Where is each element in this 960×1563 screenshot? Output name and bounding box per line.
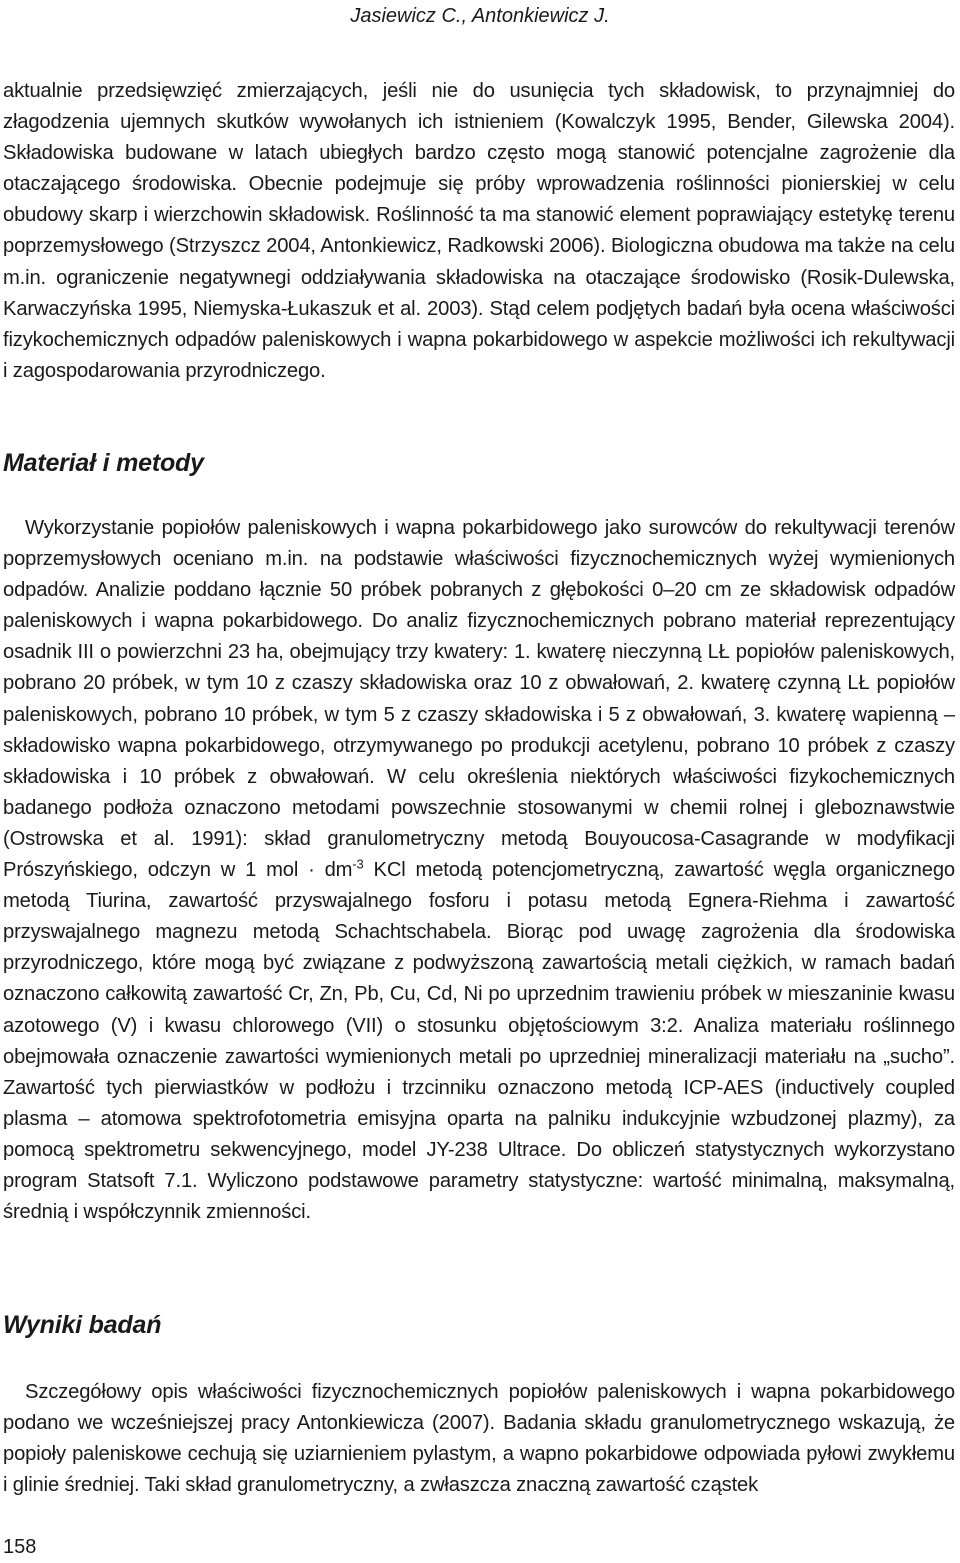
page-number: 158 [3,1536,37,1558]
methods-paragraph-text-2: KCl metodą potencjometryczną, zawartość węgla organicznego metodą Tiurina, zawartość przyswajalnego fosforu i potasu metodą Egnera-Riehma i zawartość przyswajalnego magnezu metodą Schachtschabela. Biorąc pod uwagę zagrożenia dla środowiska przyrodniczego, które mogą być związane z podwyższoną zawartością metali ciężkich, w ramach badań oznaczono całkowitą zawartość Cr, Zn, Pb, Cu, Cd, Ni po uprzednim trawieniu próbek w mieszaninie kwasu azotowego (V) i kwasu chlorowego (VII) o stosunku objętościowym 3:2. Analiza materiału roślinnego obejmowała oznaczenie zawartości wymienionych metali po uprzedniej mineralizacji materiału na „sucho”. Zawartość tych pierwiastków w podłożu i trzcinniku oznaczono metodą ICP-AES (inductively coupled plasma – atomowa spektrofotometria emisyjna oparta na palniku indukcyjnie wzbudzonej plazmy), za pomocą spektrometru sekwencyjnego, model JY-238 Ultrace. Do obliczeń statystycznych wykorzystano program Statsoft 7.1. Wyliczono podstawowe parametry statystyczne: wartość minimalną, maksymalną, średnią i współczynnik zmienności. [3,859,955,1224]
section-heading-methods: Materiał i metody [3,449,204,477]
results-paragraph: Szczegółowy opis właściwości fizycznochemicznych popiołów paleniskowych i wapna pokarbidowego podano we wcześniejszej pracy Antonkiewicza (2007). Badania składu granulometrycznego wskazują, że popioły paleniskowe cechują się uziarnieniem pylastym, a wapno pokarbidowe odpowiada pyłowi zwykłemu i glinie średniej. Taki skład granulometryczny, a zwłaszcza znaczną zawartość cząstek [3,1381,955,1497]
section-heading-results: Wyniki badań [3,1311,162,1339]
running-header: Jasiewicz C., Antonkiewicz J. [350,5,610,27]
methods-paragraph-text-1: Wykorzystanie popiołów paleniskowych i wapna pokarbidowego jako surowców do rekultywacji terenów poprzemysłowych oceniano m.in. na podstawie właściwości fizycznochemicznych wyżej wymienionych odpadów. Analizie poddano łącznie 50 próbek pobranych z głębokości 0–20 cm ze składowisk odpadów paleniskowych i wapna pokarbidowego. Do analiz fizycznochemicznych pobrano materiał reprezentujący osadnik III o powierzchni 23 ha, obejmujący trzy kwatery: 1. kwaterę nieczynną LŁ popiołów paleniskowych, pobrano 20 próbek, w tym 10 z czaszy składowiska oraz 10 z obwałowań, 2. kwaterę czynną LŁ popiołów paleniskowych, pobrano 10 próbek, w tym 5 z czaszy składowiska i 5 z obwałowań, 3. kwaterę wapienną – składowisko wapna pokarbidowego, otrzymywanego po produkcji acetylenu, pobrano 10 próbek z czaszy składowiska i 10 próbek z obwałowań. W celu określenia niektórych właściwości fizykochemicznych badanego podłoża oznaczono metodami powszechnie stosowanymi w chemii rolnej i gleboznawstwie (Ostrowska et al. 1991): skład granulometryczny metodą Bouyoucosa-Casagrande w modyfikacji Prószyńskiego, odczyn w 1 mol · dm [3,517,955,882]
methods-paragraph [3,513,955,1228]
intro-paragraph: aktualnie przedsięwzięć zmierzających, jeśli nie do usunięcia tych składowisk, to przynajmniej do złagodzenia ujemnych skutków wywołanych ich istnieniem (Kowalczyk 1995, Bender, Gilewska 2004). Składowiska budowane w latach ubiegłych bardzo często mogą stanowić potencjalne zagrożenie dla otaczającego środowiska. Obecnie podejmuje się próby wprowadzenia roślinności pionierskiej w celu obudowy skarp i wierzchowin składowisk. Roślinność ta ma stanowić element poprawiający estetykę terenu poprzemysłowego (Strzyszcz 2004, Antonkiewicz, Radkowski 2006). Biologiczna obudowa ma także na celu m.in. ograniczenie negatywnegi oddziaływania składowiska na otaczające środowisko (Rosik-Dulewska, Karwaczyńska 1995, Niemyska-Łukaszuk et al. 2003). Stąd celem podjętych badań była ocena właściwości fizykochemicznych odpadów paleniskowych i wapna pokarbidowego w aspekcie możliwości ich rekultywacji i zagospodarowania przyrodniczego. [3,80,955,382]
unit-exponent: -3 [352,856,364,872]
